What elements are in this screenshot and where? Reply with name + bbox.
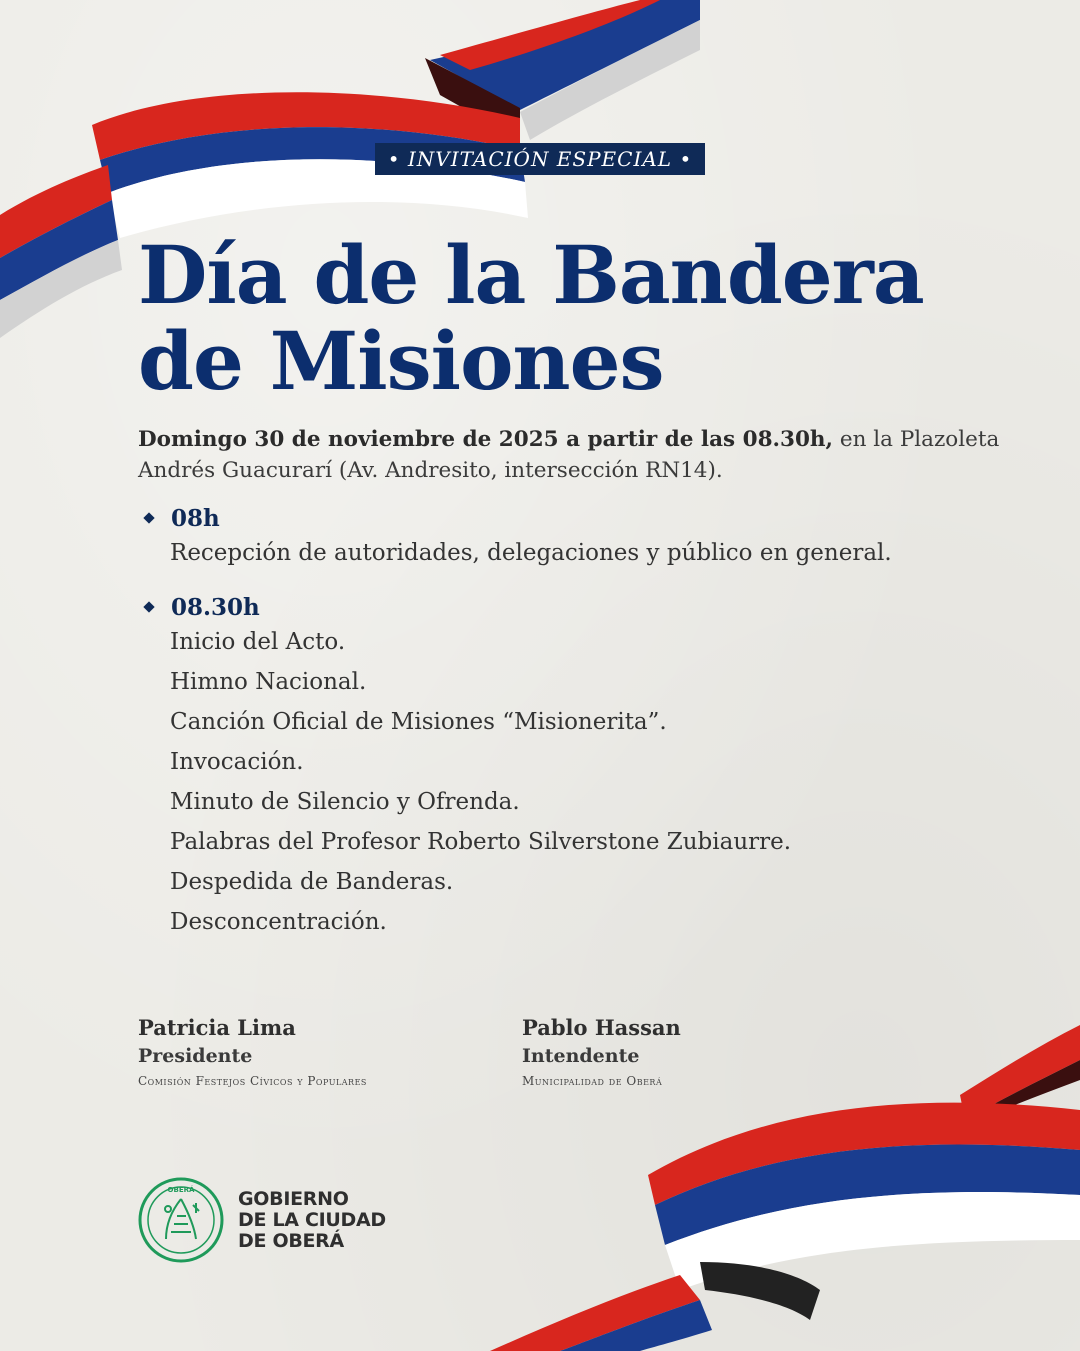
title-line-2: de Misiones xyxy=(138,314,664,408)
schedule-item: Palabras del Profesor Roberto Silverstone Zubiaurre. xyxy=(170,829,792,855)
schedule-item: Inicio del Acto. xyxy=(170,629,346,655)
schedule-item: Invocación. xyxy=(170,749,304,775)
signatory-name: Patricia Lima xyxy=(138,1015,296,1040)
page-title xyxy=(138,228,998,408)
signatory-name: Pablo Hassan xyxy=(522,1015,681,1040)
schedule-block-1 xyxy=(140,503,1020,573)
signatory-organization: Comisión Festejos Cívicos y Populares xyxy=(138,1074,367,1088)
event-details xyxy=(138,424,1018,486)
title-line-1: Día de la Bandera xyxy=(138,228,924,322)
government-logo xyxy=(138,1177,386,1263)
signatory-role: Presidente xyxy=(138,1045,253,1067)
diamond-bullet-icon xyxy=(143,601,154,612)
signatory-role: Intendente xyxy=(522,1045,640,1067)
schedule-block-2 xyxy=(140,592,1020,942)
obera-seal-icon xyxy=(138,1177,224,1263)
seal-text: OBERÁ xyxy=(167,1186,195,1194)
logo-line-1: GOBIERNO xyxy=(238,1187,349,1210)
logo-line-2: DE LA CIUDAD xyxy=(238,1208,386,1231)
schedule-item: Desconcentración. xyxy=(170,909,387,935)
event-date-time: Domingo 30 de noviembre de 2025 a partir de las 08.30h, xyxy=(138,427,834,452)
logo-line-3: DE OBERÁ xyxy=(238,1229,344,1252)
signature-pablo-hassan xyxy=(522,1014,681,1092)
signature-patricia-lima xyxy=(138,1014,367,1092)
special-invitation-badge: • INVITACIÓN ESPECIAL • xyxy=(375,143,705,175)
signatory-organization: Municipalidad de Oberá xyxy=(522,1074,663,1088)
schedule-item: Recepción de autoridades, delegaciones y público en general. xyxy=(170,540,892,566)
schedule-time: 08.30h xyxy=(171,593,260,621)
schedule-item: Himno Nacional. xyxy=(170,669,367,695)
event-location-part-2: Andrés Guacurarí (Av. Andresito, intersección RN14). xyxy=(138,458,723,483)
diamond-bullet-icon xyxy=(143,512,154,523)
schedule-time: 08h xyxy=(171,504,220,532)
schedule-item: Despedida de Banderas. xyxy=(170,869,454,895)
schedule-item: Minuto de Silencio y Ofrenda. xyxy=(170,789,520,815)
event-location-part-1: en la Plazoleta xyxy=(833,427,1000,452)
schedule-item: Canción Oficial de Misiones “Misionerita”. xyxy=(170,709,667,735)
